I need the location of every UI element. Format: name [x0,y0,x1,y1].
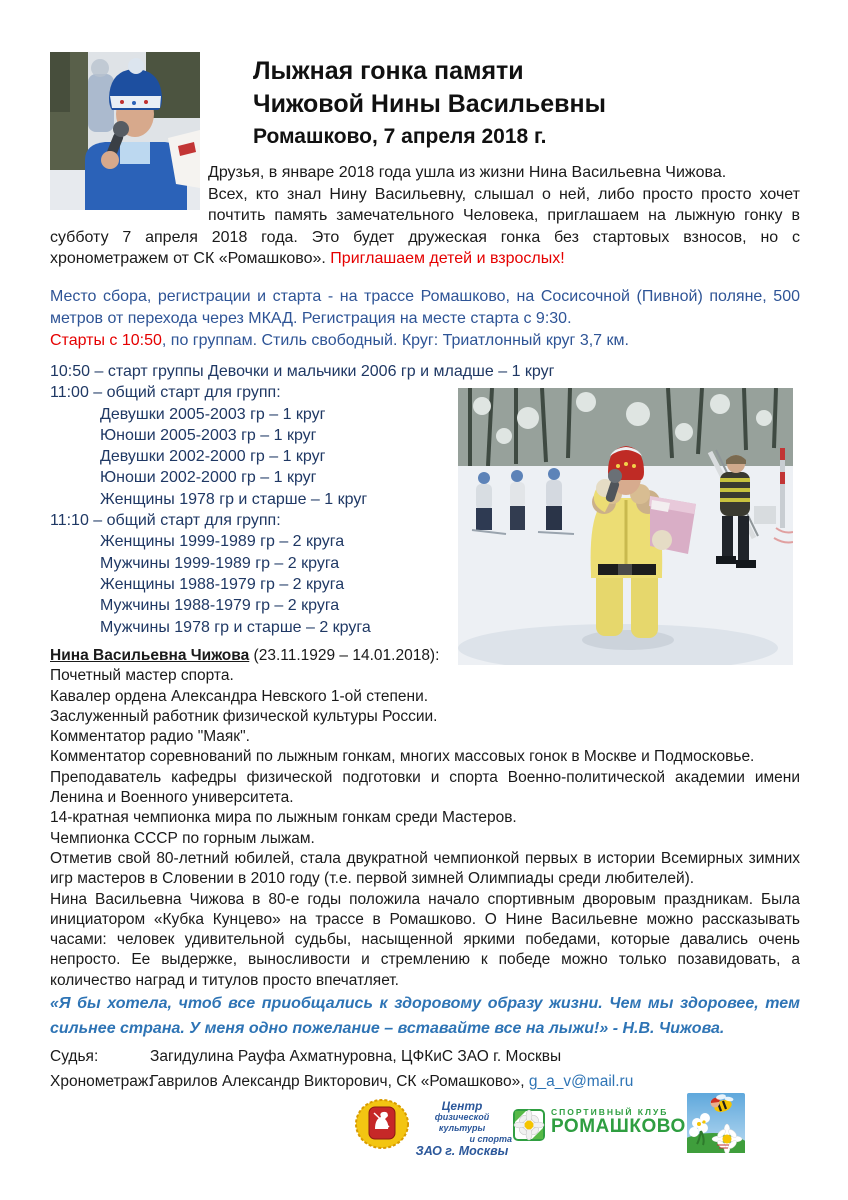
memorial-quote: «Я бы хотела, чтоб все приобщались к здоровому образу жизни. Чем мы здоровее, тем сильнее страна. У меня одно пожелание – вставайте все на лыжи!» - Н.В. Чижова. [50,995,800,1037]
bio-paragraph: Заслуженный работник физической культуры России. [50,707,438,725]
schedule-line: Женщины 1999-1989 гр – 2 круга [100,533,345,551]
start-schedule [50,361,555,638]
schedule-line: Женщины 1988-1979 гр – 2 круга [100,575,345,593]
bio-name: Нина Васильевна Чижова [50,647,250,664]
starts-line [50,330,800,352]
cfkis-logo-text [412,1101,512,1157]
cfkis-moscow-emblem-icon [355,1099,409,1149]
photo-chizhova-speaking [50,52,200,210]
title-line-2: Чижовой Нины Васильевны [253,90,606,118]
judge-label: Судья: [50,1048,99,1065]
title-line-3: Ромашково, 7 апреля 2018 г. [253,125,547,148]
bio-paragraph: Комментатор радио "Маяк". [50,728,250,746]
schedule-line: Юноши 2005-2003 гр – 1 круг [100,426,317,444]
meeting-info-section [50,286,800,352]
officials-section [50,1044,800,1094]
page-title [253,50,798,153]
cfkis-text-line3: и спорта [469,1134,512,1144]
judge-row [50,1044,800,1069]
bio-paragraph: Преподаватель кафедры физической подготовки и спорта Военно-политической академии имени Ленина и Военного университета. [50,768,800,807]
bio-paragraph: Нина Васильевна Чижова в 80-е годы положила начало спортивным дворовым праздникам. Была инициатором «Кубка Кунцево» на трассе в Ромашково. О Нине Васильевне можно рассказывать часами: человек удивительной судьбы, насыщенной яркими победами, которые давались очень непросто. Ее выдержке, выносливости и стремлению к победе можно только позавидовать, а количество наград и титулов просто впечатляет. [50,890,800,989]
timing-label: Хронометраж: [50,1073,153,1090]
schedule-line: Женщины 1978 гр и старше – 1 круг [100,490,368,508]
timing-row [50,1069,800,1094]
schedule-line: Мужчины 1988-1979 гр – 2 круга [100,597,340,615]
cfkis-text-line4: ЗАО г. Москвы [415,1144,509,1158]
schedule-line: Мужчины 1978 гр и старше – 2 круга [100,618,371,636]
cfkis-text-line2: физической культуры [434,1112,490,1133]
romashkovo-club-type: СПОРТИВНЫЙ КЛУБ [551,1107,669,1117]
email-link[interactable]: g_a_v@mail.ru [528,1073,634,1090]
biography-section [50,646,800,991]
judge-value: Загидулина Рауфа Ахматнуровна, ЦФКиС ЗАО г. Москвы [150,1048,562,1065]
bio-paragraphs [50,666,800,991]
cfkis-text-line1: Центр [441,1099,483,1113]
romashkovo-logo-text [551,1107,686,1137]
schedule-line: 11:00 – общий старт для групп: [50,384,281,402]
timing-value [150,1069,633,1094]
intro-paragraph-1: Друзья, в январе 2018 года ушла из жизни Нина Васильевна Чижова. [208,164,727,181]
schedule-line: 10:50 – старт группы Девочки и мальчики 2006 гр и младше – 1 круг [50,363,555,380]
invitation-red-text: Приглашаем детей и взрослых! [330,250,565,267]
starts-time-red: Старты с 10:50 [50,332,162,349]
flyer-content [50,50,800,1158]
bio-paragraph: Отметив свой 80-летний юбилей, стала двукратной чемпионкой первых в истории Всемирных зимних игр мастеров в Словении в 2010 году (т.е. первой зимней Олимпиады среди любителей). [50,849,800,888]
photo-chizhova-yellow-suit [458,388,793,665]
romashkovo-daisy-icon [513,1109,545,1141]
bio-paragraph: Комментатор соревнований по лыжным гонкам, многих массовых гонок в Москве и Подмосковье. [50,748,755,766]
schedule-line: Мужчины 1999-1989 гр – 2 круга [100,554,340,572]
bio-paragraph: Почетный мастер спорта. [50,667,234,685]
bio-paragraph: Чемпионка СССР по горным лыжам. [50,829,315,847]
bio-paragraph: 14-кратная чемпионка мира по лыжным гонкам среди Мастеров. [50,809,517,827]
logos-row [50,1093,800,1157]
bee-meadow-logo-icon [687,1093,745,1153]
meeting-place-text: Место сбора, регистрации и старта - на трассе Ромашково, на Сосисочной (Пивной) поляне, 500 метров от перехода через МКАД. Регистрация на месте старта с 9:30. [50,288,800,327]
schedule-line: 11:10 – общий старт для групп: [50,512,281,530]
schedule-line: Юноши 2002-2000 гр – 1 круг [100,469,317,487]
title-line-1: Лыжная гонка памяти [253,57,524,85]
bio-heading [50,646,800,666]
schedule-line: Девушки 2005-2003 гр – 1 круг [100,405,326,423]
schedule-line: Девушки 2002-2000 гр – 1 круг [100,448,326,466]
romashkovo-club-name: РОМАШКОВО [551,1116,686,1137]
bio-dates: (23.11.1929 – 14.01.2018): [249,647,440,664]
bio-paragraph: Кавалер ордена Александра Невского 1-ой степени. [50,687,429,705]
starts-rest: , по группам. Стиль свободный. Круг: Триатлонный круг 3,7 км. [161,332,629,349]
timing-names: Гаврилов Александр Викторович, СК «Ромашково», [150,1073,529,1090]
intro-paragraph-2-text: Всех, кто знал Нину Васильевну, слышал о ней, либо просто просто хочет почтить память замечательного Человека, приглашаем на лыжную гонку в субботу 7 апреля 2018 года. Это будет дружеская гонка без стартовых взносов, но с хронометражем от СК «Ромашково». [50,185,800,267]
